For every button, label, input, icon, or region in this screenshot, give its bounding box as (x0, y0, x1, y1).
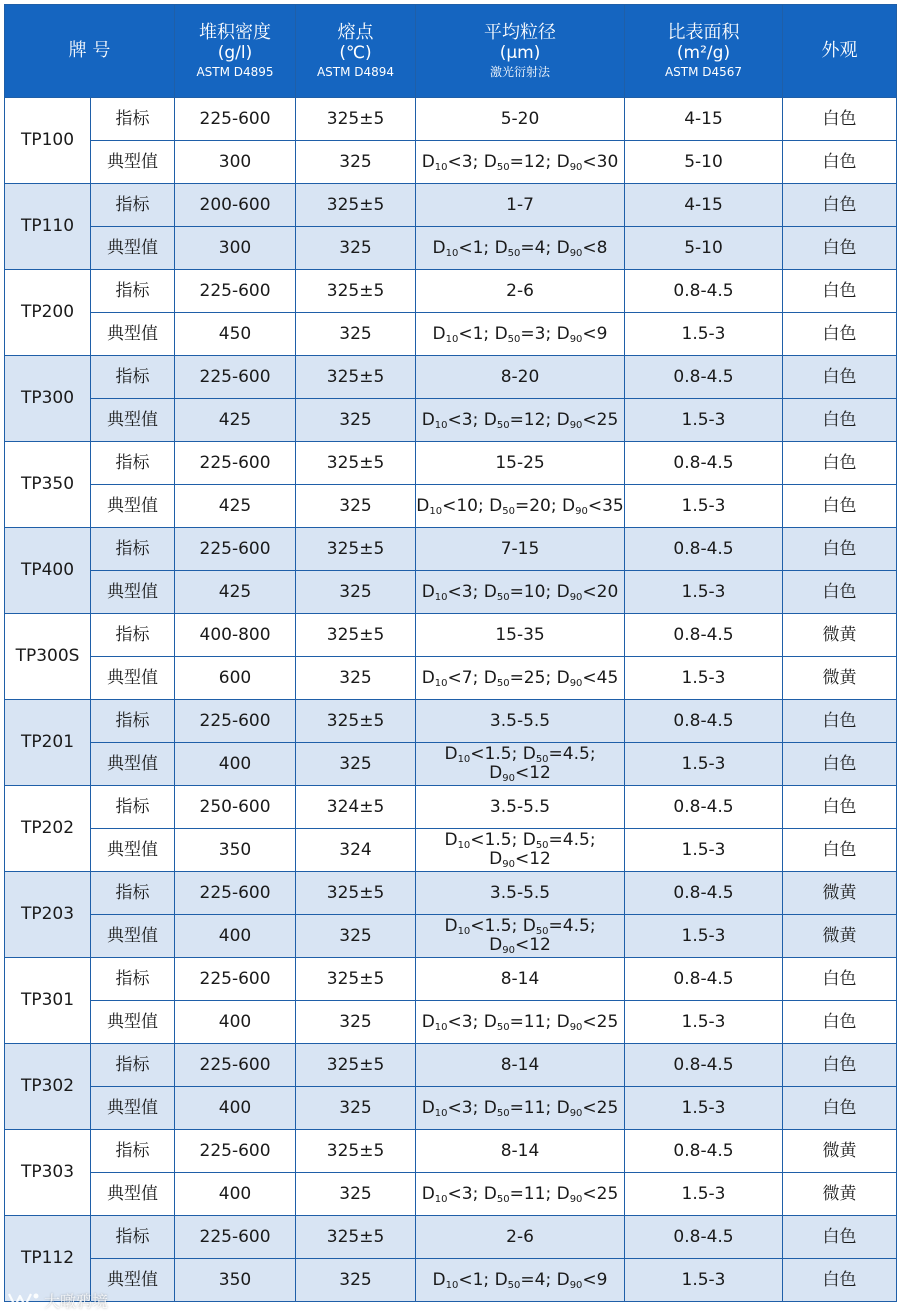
particle-cell: 8-14 (416, 958, 625, 1001)
melting-cell: 325 (296, 657, 416, 700)
d10-value: <3 (447, 581, 473, 602)
d10-value: <3 (447, 1183, 473, 1204)
density-cell: 225-600 (175, 872, 296, 915)
table-header (5, 5, 897, 98)
spec-row (5, 270, 897, 313)
melting-cell: 325±5 (296, 442, 416, 485)
spec-row (5, 786, 897, 829)
header-particle-size: 平均粒径 (μm) 激光衍射法 (416, 5, 625, 98)
product-group (5, 1216, 897, 1302)
watermark-text: 大暾鸦境 (44, 1291, 109, 1311)
surface-cell: 1.5-3 (625, 657, 783, 700)
d90-value: <25 (582, 1011, 619, 1032)
grade-cell: TP203 (5, 872, 91, 958)
d10-value: <1 (458, 323, 484, 344)
appearance-cell: 白色 (783, 571, 897, 614)
product-group (5, 1130, 897, 1216)
particle-cell: 15-35 (416, 614, 625, 657)
typical-row (5, 227, 897, 270)
header-surface-area: 比表面积 (m²/g) ASTM D4567 (625, 5, 783, 98)
particle-cell: 1-7 (416, 184, 625, 227)
melting-cell: 324 (296, 829, 416, 872)
d10-value: <1.5 (470, 830, 512, 851)
grade-cell: TP350 (5, 442, 91, 528)
melting-cell: 324±5 (296, 786, 416, 829)
row-type-label: 典型值 (91, 141, 175, 184)
typical-row (5, 313, 897, 356)
density-cell: 400 (175, 1087, 296, 1130)
appearance-cell: 白色 (783, 1259, 897, 1302)
spec-row (5, 1044, 897, 1087)
d10-value: <1.5 (470, 916, 512, 937)
density-cell: 400 (175, 915, 296, 958)
d10-value: <10 (442, 495, 479, 516)
typical-row (5, 399, 897, 442)
d50-value: =11 (509, 1011, 546, 1032)
appearance-cell: 白色 (783, 184, 897, 227)
row-type-label: 典型值 (91, 571, 175, 614)
melting-cell: 325±5 (296, 1216, 416, 1259)
density-cell: 300 (175, 227, 296, 270)
appearance-cell: 白色 (783, 1044, 897, 1087)
surface-cell: 4-15 (625, 98, 783, 141)
product-group (5, 872, 897, 958)
surface-cell: 5-10 (625, 227, 783, 270)
density-cell: 225-600 (175, 442, 296, 485)
melting-cell: 325 (296, 1259, 416, 1302)
grade-cell: TP300 (5, 356, 91, 442)
spec-row (5, 614, 897, 657)
surface-cell: 1.5-3 (625, 1001, 783, 1044)
appearance-cell: 白色 (783, 227, 897, 270)
d90-value: <30 (582, 151, 619, 172)
typical-row (5, 1001, 897, 1044)
row-type-label: 指标 (91, 614, 175, 657)
wechat-channel-logo-icon (6, 1290, 40, 1310)
d50-value: =4.5 (548, 916, 590, 937)
particle-cell: 3.5-5.5 (416, 872, 625, 915)
spec-row (5, 184, 897, 227)
product-group (5, 98, 897, 184)
row-type-label: 典型值 (91, 227, 175, 270)
appearance-cell: 白色 (783, 485, 897, 528)
d10-value: <3 (447, 409, 473, 430)
grade-cell: TP110 (5, 184, 91, 270)
d10-value: <1 (458, 1269, 484, 1290)
melting-cell: 325±5 (296, 872, 416, 915)
melting-cell: 325 (296, 313, 416, 356)
appearance-cell: 白色 (783, 270, 897, 313)
grade-cell: TP400 (5, 528, 91, 614)
product-group (5, 614, 897, 700)
melting-cell: 325±5 (296, 958, 416, 1001)
density-cell: 225-600 (175, 270, 296, 313)
typical-row (5, 743, 897, 786)
melting-cell: 325±5 (296, 1130, 416, 1173)
surface-cell: 0.8-4.5 (625, 614, 783, 657)
density-cell: 600 (175, 657, 296, 700)
melting-cell: 325 (296, 399, 416, 442)
surface-cell: 1.5-3 (625, 571, 783, 614)
melting-cell: 325 (296, 1173, 416, 1216)
d90-value: <9 (582, 323, 608, 344)
grade-cell: TP201 (5, 700, 91, 786)
row-type-label: 指标 (91, 1044, 175, 1087)
typical-row (5, 1259, 897, 1302)
surface-cell: 0.8-4.5 (625, 958, 783, 1001)
density-cell: 425 (175, 485, 296, 528)
product-group (5, 1044, 897, 1130)
appearance-cell: 微黄 (783, 915, 897, 958)
row-type-label: 典型值 (91, 1087, 175, 1130)
particle-cell: 7-15 (416, 528, 625, 571)
header-grade: 牌 号 (5, 5, 175, 98)
row-type-label: 典型值 (91, 1259, 175, 1302)
surface-cell: 1.5-3 (625, 313, 783, 356)
appearance-cell: 白色 (783, 442, 897, 485)
d50-value: =11 (509, 1097, 546, 1118)
row-type-label: 指标 (91, 98, 175, 141)
spec-row (5, 442, 897, 485)
appearance-cell: 微黄 (783, 614, 897, 657)
density-cell: 425 (175, 399, 296, 442)
typical-row (5, 1087, 897, 1130)
surface-cell: 1.5-3 (625, 1087, 783, 1130)
row-type-label: 指标 (91, 528, 175, 571)
appearance-cell: 白色 (783, 1087, 897, 1130)
density-cell: 400 (175, 1173, 296, 1216)
header-appearance: 外观 (783, 5, 897, 98)
grade-cell: TP200 (5, 270, 91, 356)
d90-value: <25 (582, 1183, 619, 1204)
melting-cell: 325±5 (296, 700, 416, 743)
appearance-cell: 白色 (783, 786, 897, 829)
row-type-label: 指标 (91, 958, 175, 1001)
header-density: 堆积密度 (g/l) ASTM D4895 (175, 5, 296, 98)
melting-cell: 325±5 (296, 1044, 416, 1087)
d90-value: <12 (514, 935, 551, 955)
surface-cell: 0.8-4.5 (625, 442, 783, 485)
typical-row (5, 829, 897, 872)
surface-cell: 0.8-4.5 (625, 1216, 783, 1259)
surface-cell: 0.8-4.5 (625, 1044, 783, 1087)
row-type-label: 指标 (91, 786, 175, 829)
particle-distribution-cell: $D_{10}<3$; $D_{50}=11$; $D_{90}<25$ (416, 1173, 625, 1216)
density-cell: 400-800 (175, 614, 296, 657)
d90-value: <12 (514, 763, 551, 783)
typical-row (5, 915, 897, 958)
particle-distribution-cell: $D_{10}<3$; $D_{50}=12$; $D_{90}<30$ (416, 141, 625, 184)
appearance-cell: 白色 (783, 1001, 897, 1044)
grade-cell: TP202 (5, 786, 91, 872)
particle-cell: 8-14 (416, 1130, 625, 1173)
typical-row (5, 1173, 897, 1216)
surface-cell: 1.5-3 (625, 829, 783, 872)
d50-value: =4.5 (548, 830, 590, 851)
row-type-label: 典型值 (91, 915, 175, 958)
melting-cell: 325±5 (296, 614, 416, 657)
melting-cell: 325 (296, 1087, 416, 1130)
melting-cell: 325 (296, 1001, 416, 1044)
d10-value: <1 (458, 237, 484, 258)
density-cell: 225-600 (175, 528, 296, 571)
spec-row (5, 958, 897, 1001)
d90-value: <25 (582, 1097, 619, 1118)
d90-value: <25 (582, 409, 619, 430)
product-group (5, 442, 897, 528)
typical-row (5, 657, 897, 700)
surface-cell: 5-10 (625, 141, 783, 184)
product-group (5, 786, 897, 872)
appearance-cell: 白色 (783, 700, 897, 743)
particle-cell: 3.5-5.5 (416, 700, 625, 743)
d50-value: =25 (509, 667, 546, 688)
spec-row (5, 356, 897, 399)
row-type-label: 指标 (91, 184, 175, 227)
melting-cell: 325 (296, 743, 416, 786)
particle-cell: 15-25 (416, 442, 625, 485)
spec-row (5, 872, 897, 915)
particle-distribution-cell: $D_{10}<1.5$; $D_{50}=4.5$; $D_{90}<12$ (416, 829, 625, 872)
row-type-label: 指标 (91, 1130, 175, 1173)
particle-distribution-cell: $D_{10}<10$; $D_{50}=20$; $D_{90}<35$ (416, 485, 625, 528)
density-cell: 250-600 (175, 786, 296, 829)
appearance-cell: 白色 (783, 399, 897, 442)
appearance-cell: 白色 (783, 141, 897, 184)
melting-cell: 325±5 (296, 270, 416, 313)
row-type-label: 典型值 (91, 1001, 175, 1044)
d50-value: =10 (509, 581, 546, 602)
product-group (5, 356, 897, 442)
particle-distribution-cell: $D_{10}<1.5$; $D_{50}=4.5$; $D_{90}<12$ (416, 743, 625, 786)
row-type-label: 指标 (91, 270, 175, 313)
grade-cell: TP301 (5, 958, 91, 1044)
ptfe-spec-table (4, 4, 897, 1302)
appearance-cell: 白色 (783, 1216, 897, 1259)
row-type-label: 典型值 (91, 313, 175, 356)
d50-value: =4 (520, 1269, 546, 1290)
surface-cell: 0.8-4.5 (625, 528, 783, 571)
grade-cell: TP112 (5, 1216, 91, 1302)
particle-distribution-cell: $D_{10}<3$; $D_{50}=11$; $D_{90}<25$ (416, 1087, 625, 1130)
density-cell: 225-600 (175, 1216, 296, 1259)
density-cell: 400 (175, 743, 296, 786)
typical-row (5, 485, 897, 528)
d90-value: <8 (582, 237, 608, 258)
row-type-label: 典型值 (91, 657, 175, 700)
melting-cell: 325 (296, 485, 416, 528)
appearance-cell: 白色 (783, 958, 897, 1001)
d50-value: =20 (514, 495, 551, 516)
appearance-cell: 微黄 (783, 1173, 897, 1216)
appearance-cell: 白色 (783, 528, 897, 571)
appearance-cell: 白色 (783, 313, 897, 356)
spec-row (5, 528, 897, 571)
surface-cell: 1.5-3 (625, 915, 783, 958)
density-cell: 225-600 (175, 1044, 296, 1087)
particle-distribution-cell: $D_{10}<1$; $D_{50}=3$; $D_{90}<9$ (416, 313, 625, 356)
d90-value: <12 (514, 849, 551, 869)
melting-cell: 325±5 (296, 528, 416, 571)
grade-cell: TP303 (5, 1130, 91, 1216)
density-cell: 200-600 (175, 184, 296, 227)
grade-cell: TP300S (5, 614, 91, 700)
appearance-cell: 白色 (783, 829, 897, 872)
density-cell: 225-600 (175, 356, 296, 399)
spec-row (5, 1130, 897, 1173)
particle-distribution-cell: $D_{10}<3$; $D_{50}=11$; $D_{90}<25$ (416, 1001, 625, 1044)
particle-distribution-cell: $D_{10}<1.5$; $D_{50}=4.5$; $D_{90}<12$ (416, 915, 625, 958)
d10-value: <3 (447, 1011, 473, 1032)
particle-distribution-cell: $D_{10}<1$; $D_{50}=4$; $D_{90}<9$ (416, 1259, 625, 1302)
product-group (5, 700, 897, 786)
d50-value: =11 (509, 1183, 546, 1204)
density-cell: 350 (175, 1259, 296, 1302)
appearance-cell: 微黄 (783, 657, 897, 700)
appearance-cell: 白色 (783, 356, 897, 399)
density-cell: 425 (175, 571, 296, 614)
d50-value: =12 (509, 151, 546, 172)
d50-value: =4.5 (548, 744, 590, 765)
surface-cell: 0.8-4.5 (625, 872, 783, 915)
spec-row (5, 1216, 897, 1259)
density-cell: 300 (175, 141, 296, 184)
surface-cell: 1.5-3 (625, 743, 783, 786)
row-type-label: 指标 (91, 356, 175, 399)
appearance-cell: 白色 (783, 98, 897, 141)
melting-cell: 325 (296, 141, 416, 184)
particle-cell: 8-20 (416, 356, 625, 399)
surface-cell: 0.8-4.5 (625, 700, 783, 743)
density-cell: 400 (175, 1001, 296, 1044)
melting-cell: 325±5 (296, 356, 416, 399)
d50-value: =4 (520, 237, 546, 258)
product-group (5, 528, 897, 614)
particle-cell: 5-20 (416, 98, 625, 141)
particle-cell: 2-6 (416, 270, 625, 313)
appearance-cell: 微黄 (783, 1130, 897, 1173)
density-cell: 225-600 (175, 1130, 296, 1173)
header-melting-point: 熔点 (℃) ASTM D4894 (296, 5, 416, 98)
d90-value: <20 (582, 581, 619, 602)
particle-cell: 2-6 (416, 1216, 625, 1259)
surface-cell: 0.8-4.5 (625, 786, 783, 829)
density-cell: 450 (175, 313, 296, 356)
d10-value: <1.5 (470, 744, 512, 765)
surface-cell: 0.8-4.5 (625, 1130, 783, 1173)
spec-row (5, 98, 897, 141)
melting-cell: 325±5 (296, 184, 416, 227)
d90-value: <45 (582, 667, 619, 688)
density-cell: 225-600 (175, 98, 296, 141)
particle-distribution-cell: $D_{10}<7$; $D_{50}=25$; $D_{90}<45$ (416, 657, 625, 700)
row-type-label: 指标 (91, 1216, 175, 1259)
d10-value: <7 (447, 667, 473, 688)
product-group (5, 958, 897, 1044)
typical-row (5, 141, 897, 184)
melting-cell: 325 (296, 227, 416, 270)
surface-cell: 1.5-3 (625, 1173, 783, 1216)
melting-cell: 325 (296, 915, 416, 958)
grade-cell: TP302 (5, 1044, 91, 1130)
watermark (6, 1288, 108, 1312)
d90-value: <9 (582, 1269, 608, 1290)
row-type-label: 典型值 (91, 743, 175, 786)
spec-row (5, 700, 897, 743)
row-type-label: 典型值 (91, 1173, 175, 1216)
row-type-label: 典型值 (91, 399, 175, 442)
product-group (5, 270, 897, 356)
row-type-label: 指标 (91, 872, 175, 915)
surface-cell: 1.5-3 (625, 399, 783, 442)
surface-cell: 0.8-4.5 (625, 356, 783, 399)
particle-cell: 8-14 (416, 1044, 625, 1087)
appearance-cell: 微黄 (783, 872, 897, 915)
surface-cell: 0.8-4.5 (625, 270, 783, 313)
row-type-label: 指标 (91, 700, 175, 743)
density-cell: 225-600 (175, 958, 296, 1001)
d50-value: =12 (509, 409, 546, 430)
row-type-label: 指标 (91, 442, 175, 485)
melting-cell: 325 (296, 571, 416, 614)
density-cell: 225-600 (175, 700, 296, 743)
d90-value: <35 (587, 495, 624, 516)
row-type-label: 典型值 (91, 485, 175, 528)
d50-value: =3 (520, 323, 546, 344)
typical-row (5, 571, 897, 614)
surface-cell: 1.5-3 (625, 485, 783, 528)
particle-distribution-cell: $D_{10}<3$; $D_{50}=12$; $D_{90}<25$ (416, 399, 625, 442)
product-group (5, 184, 897, 270)
d10-value: <3 (447, 151, 473, 172)
surface-cell: 4-15 (625, 184, 783, 227)
appearance-cell: 白色 (783, 743, 897, 786)
particle-cell: 3.5-5.5 (416, 786, 625, 829)
melting-cell: 325±5 (296, 98, 416, 141)
grade-cell: TP100 (5, 98, 91, 184)
density-cell: 350 (175, 829, 296, 872)
particle-distribution-cell: $D_{10}<3$; $D_{50}=10$; $D_{90}<20$ (416, 571, 625, 614)
row-type-label: 典型值 (91, 829, 175, 872)
particle-distribution-cell: $D_{10}<1$; $D_{50}=4$; $D_{90}<8$ (416, 227, 625, 270)
d10-value: <3 (447, 1097, 473, 1118)
surface-cell: 1.5-3 (625, 1259, 783, 1302)
